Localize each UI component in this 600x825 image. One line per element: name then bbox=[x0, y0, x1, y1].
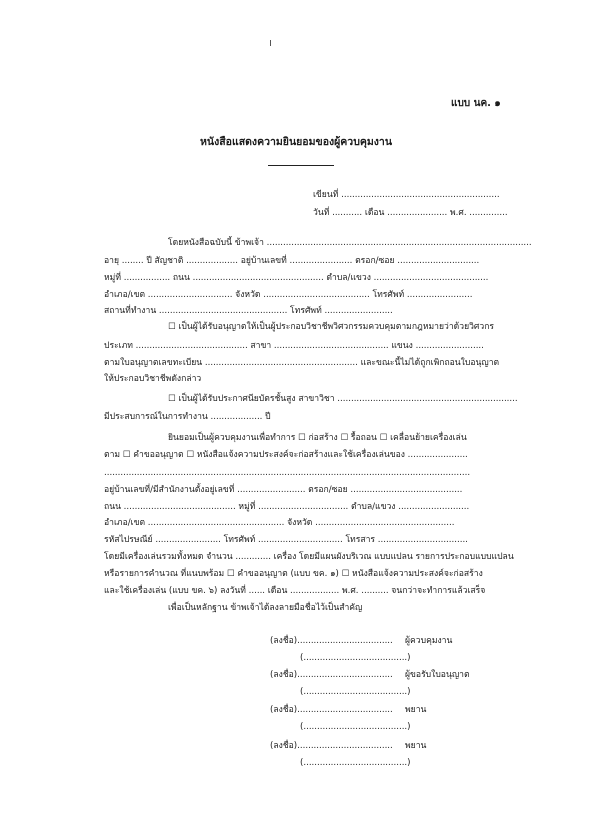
category-branch-line: ประเภท ......................................... สาขา .......................................... แขนง ......................... bbox=[104, 341, 484, 351]
scan-mark bbox=[270, 40, 271, 46]
office-road-line: ถนน ......................................... หมู่ที่ ................................. ตำบล/แขวง .......................... bbox=[104, 502, 470, 512]
workplace-line: สถานที่ทำงาน ............................................... โทรศัพท์ ......................... bbox=[104, 306, 393, 316]
name-witness-1: (......................................) bbox=[300, 722, 411, 732]
title-underline bbox=[268, 165, 334, 166]
name-applicant: (......................................) bbox=[300, 687, 411, 697]
postal-phone-fax-line: รหัสไปรษณีย์ ........................ โทรศัพท์ ............................... โทรสาร ................................. bbox=[104, 535, 468, 545]
signature-supervisor: (ลงชื่อ)................................... bbox=[270, 636, 393, 646]
signature-witness-2: (ลงชื่อ)................................... bbox=[270, 741, 393, 751]
office-district-line: อำเภอ/เขต .................................................. จังหวัด ................................................... bbox=[104, 518, 455, 528]
role-supervisor: ผู้ควบคุมงาน bbox=[405, 636, 453, 646]
signature-witness-1: (ลงชื่อ)................................... bbox=[270, 705, 393, 715]
office-address-line: อยู่บ้านเลขที่/มีสำนักงานตั้งอยู่เลขที่ ......................... ตรอก/ซอย ......................................... bbox=[104, 485, 463, 495]
according-to-line: ตาม ☐ คำขออนุญาต ☐ หนังสือแจ้งความประสงค์จะก่อสร้างและใช้เครื่องเล่นของ ...................... bbox=[104, 450, 468, 460]
age-address-line: อายุ ........ ปี สัญชาติ ................... อยู่บ้านเลขที่ ....................... ตรอก/ซอย .............................. bbox=[104, 256, 480, 266]
diploma-option: ☐ เป็นผู้ได้รับประกาศนียบัตรชั้นสูง สาขาวิชา .................................................................. bbox=[168, 394, 518, 404]
role-witness-1: พยาน bbox=[405, 705, 427, 715]
licensed-engineer-option: ☐ เป็นผู้ได้รับอนุญาตให้เป็นผู้ประกอบวิชาชีพวิศวกรรมควบคุมตามกฎหมายว่าด้วยวิศวกร bbox=[168, 322, 495, 332]
practice-note-line: ให้ประกอบวิชาชีพดังกล่าว bbox=[104, 374, 202, 384]
document-title: หนังสือแสดงความยินยอมของผู้ควบคุมงาน bbox=[200, 136, 393, 148]
license-number-line: ตามใบอนุญาตเลขทะเบียน ........................................................ และขณะนี้ไม่ได้ถูกเพิกถอนใบอนุญาต bbox=[104, 358, 500, 368]
written-at-line: เขียนที่ .......................................................... bbox=[313, 190, 500, 200]
equipment-count-line: โดยมีเครื่องเล่นรวมทั้งหมด จำนวน ............. เครื่อง โดยมีแผนผังบริเวณ แบบแปลน รายการประกอบแบบแปลน bbox=[104, 552, 514, 562]
evidence-line: เพื่อเป็นหลักฐาน ข้าพเจ้าได้ลงลายมือชื่อไว้เป็นสำคัญ bbox=[168, 603, 363, 613]
consent-purpose-line: ยินยอมเป็นผู้ควบคุมงานเพื่อทำการ ☐ ก่อสร้าง ☐ รื้อถอน ☐ เคลื่อนย้ายเครื่องเล่น bbox=[168, 433, 467, 443]
name-witness-2: (......................................) bbox=[300, 758, 411, 768]
district-province-line: อำเภอ/เขต ............................... จังหวัด ....................................... โทรศัพท์ ........................ bbox=[104, 290, 473, 300]
form-code: แบบ นค. ๑ bbox=[451, 98, 501, 109]
village-road-line: หมู่ที่ ................. ถนน ................................................ ตำบล/แขวง .......................................... bbox=[104, 273, 489, 283]
role-witness-2: พยาน bbox=[405, 741, 427, 751]
role-applicant: ผู้ขอรับใบอนุญาต bbox=[405, 670, 470, 680]
declarant-name-line: โดยหนังสือฉบับนี้ ข้าพเจ้า ................................................................................................. bbox=[168, 238, 532, 248]
calculation-attached-line: หรือรายการคำนวณ ที่แนบพร้อม ☐ คำขออนุญาต (แบบ ขค. ๑) ☐ หนังสือแจ้งความประสงค์จะก่อสร้าง bbox=[104, 569, 483, 579]
name-supervisor: (......................................) bbox=[300, 653, 411, 663]
experience-line: มีประสบการณ์ในการทำงาน ................... ปี bbox=[104, 412, 271, 422]
date-line: วันที่ ........... เดือน ...................... พ.ศ. .............. bbox=[313, 208, 508, 218]
signature-applicant: (ลงชื่อ)................................... bbox=[270, 670, 393, 680]
dated-until-line: และใช้เครื่องเล่น (แบบ ขค. ๖) ลงวันที่ ...... เดือน .................. พ.ศ. .......... จนกว่าจะทำการแล้วเสร็จ bbox=[104, 586, 486, 596]
owner-blank-line: ...................................................................................................................................... bbox=[104, 468, 471, 478]
